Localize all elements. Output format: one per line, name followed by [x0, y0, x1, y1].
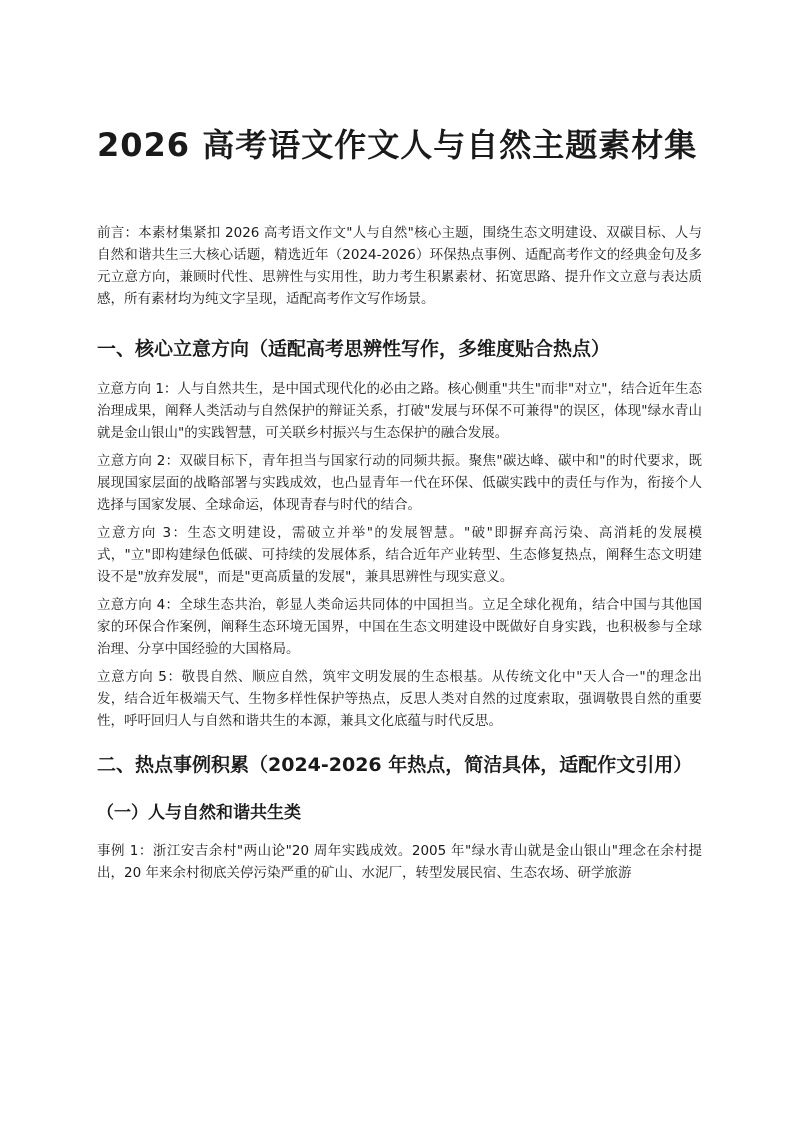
- direction-4-paragraph: 立意方向 4：全球生态共治，彰显人类命运共同体的中国担当。立足全球化视角，结合中国与其他国家的环保合作案例，阐释生态环境无国界，中国在生态文明建设中既做好自身实践，也积极参与全球治理、分享中国经验的大国格局。: [97, 597, 702, 657]
- subsection-1-heading: （一）人与自然和谐共生类: [97, 803, 301, 823]
- direction-2-paragraph: 立意方向 2：双碳目标下，青年担当与国家行动的同频共振。聚焦"碳达峰、碳中和"的时代要求，既展现国家层面的战略部署与实践成效，也凸显青年一代在环保、低碳实践中的责任与作为，衔接个人选择与国家发展、全球命运，体现青春与时代的结合。: [97, 453, 702, 513]
- section-2-heading: 二、热点事例积累（2024-2026 年热点，简洁具体，适配作文引用）: [97, 754, 693, 776]
- document-title: 2026 高考语文作文人与自然主题素材集: [97, 126, 698, 164]
- direction-5-paragraph: 立意方向 5：敬畏自然、顺应自然，筑牢文明发展的生态根基。从传统文化中"天人合一"的理念出发，结合近年极端天气、生物多样性保护等热点，反思人类对自然的过度索取，强调敬畏自然的重要性，呼吁回归人与自然和谐共生的本源，兼具文化底蕴与时代反思。: [97, 669, 702, 729]
- example-1-paragraph: 事例 1：浙江安吉余村"两山论"20 周年实践成效。2005 年"绿水青山就是金山银山"理念在余村提出，20 年来余村彻底关停污染严重的矿山、水泥厂，转型发展民宿、生态农场、研学旅游: [97, 843, 702, 881]
- section-1-heading: 一、核心立意方向（适配高考思辨性写作，多维度贴合热点）: [97, 338, 611, 360]
- direction-1-paragraph: 立意方向 1：人与自然共生，是中国式现代化的必由之路。核心侧重"共生"而非"对立"，结合近年生态治理成果，阐释人类活动与自然保护的辩证关系，打破"发展与环保不可兼得"的误区，体现"绿水青山就是金山银山"的实践智慧，可关联乡村振兴与生态保护的融合发展。: [97, 381, 702, 441]
- preface-paragraph: 前言：本素材集紧扣 2026 高考语文作文"人与自然"核心主题，围绕生态文明建设、双碳目标、人与自然和谐共生三大核心话题，精选近年（2024-2026）环保热点事例、适配高考作文的经典金句及多元立意方向，兼顾时代性、思辨性与实用性，助力考生积累素材、拓宽思路、提升作文立意与表达质感，所有素材均为纯文字呈现，适配高考作文写作场景。: [97, 225, 702, 307]
- direction-3-paragraph: 立意方向 3：生态文明建设，需破立并举"的发展智慧。"破"即摒弃高污染、高消耗的发展模式，"立"即构建绿色低碳、可持续的发展体系，结合近年产业转型、生态修复热点，阐释生态文明建设不是"放弃发展"，而是"更高质量的发展"，兼具思辨性与现实意义。: [97, 525, 702, 585]
- document-page: [97, 120, 702, 890]
